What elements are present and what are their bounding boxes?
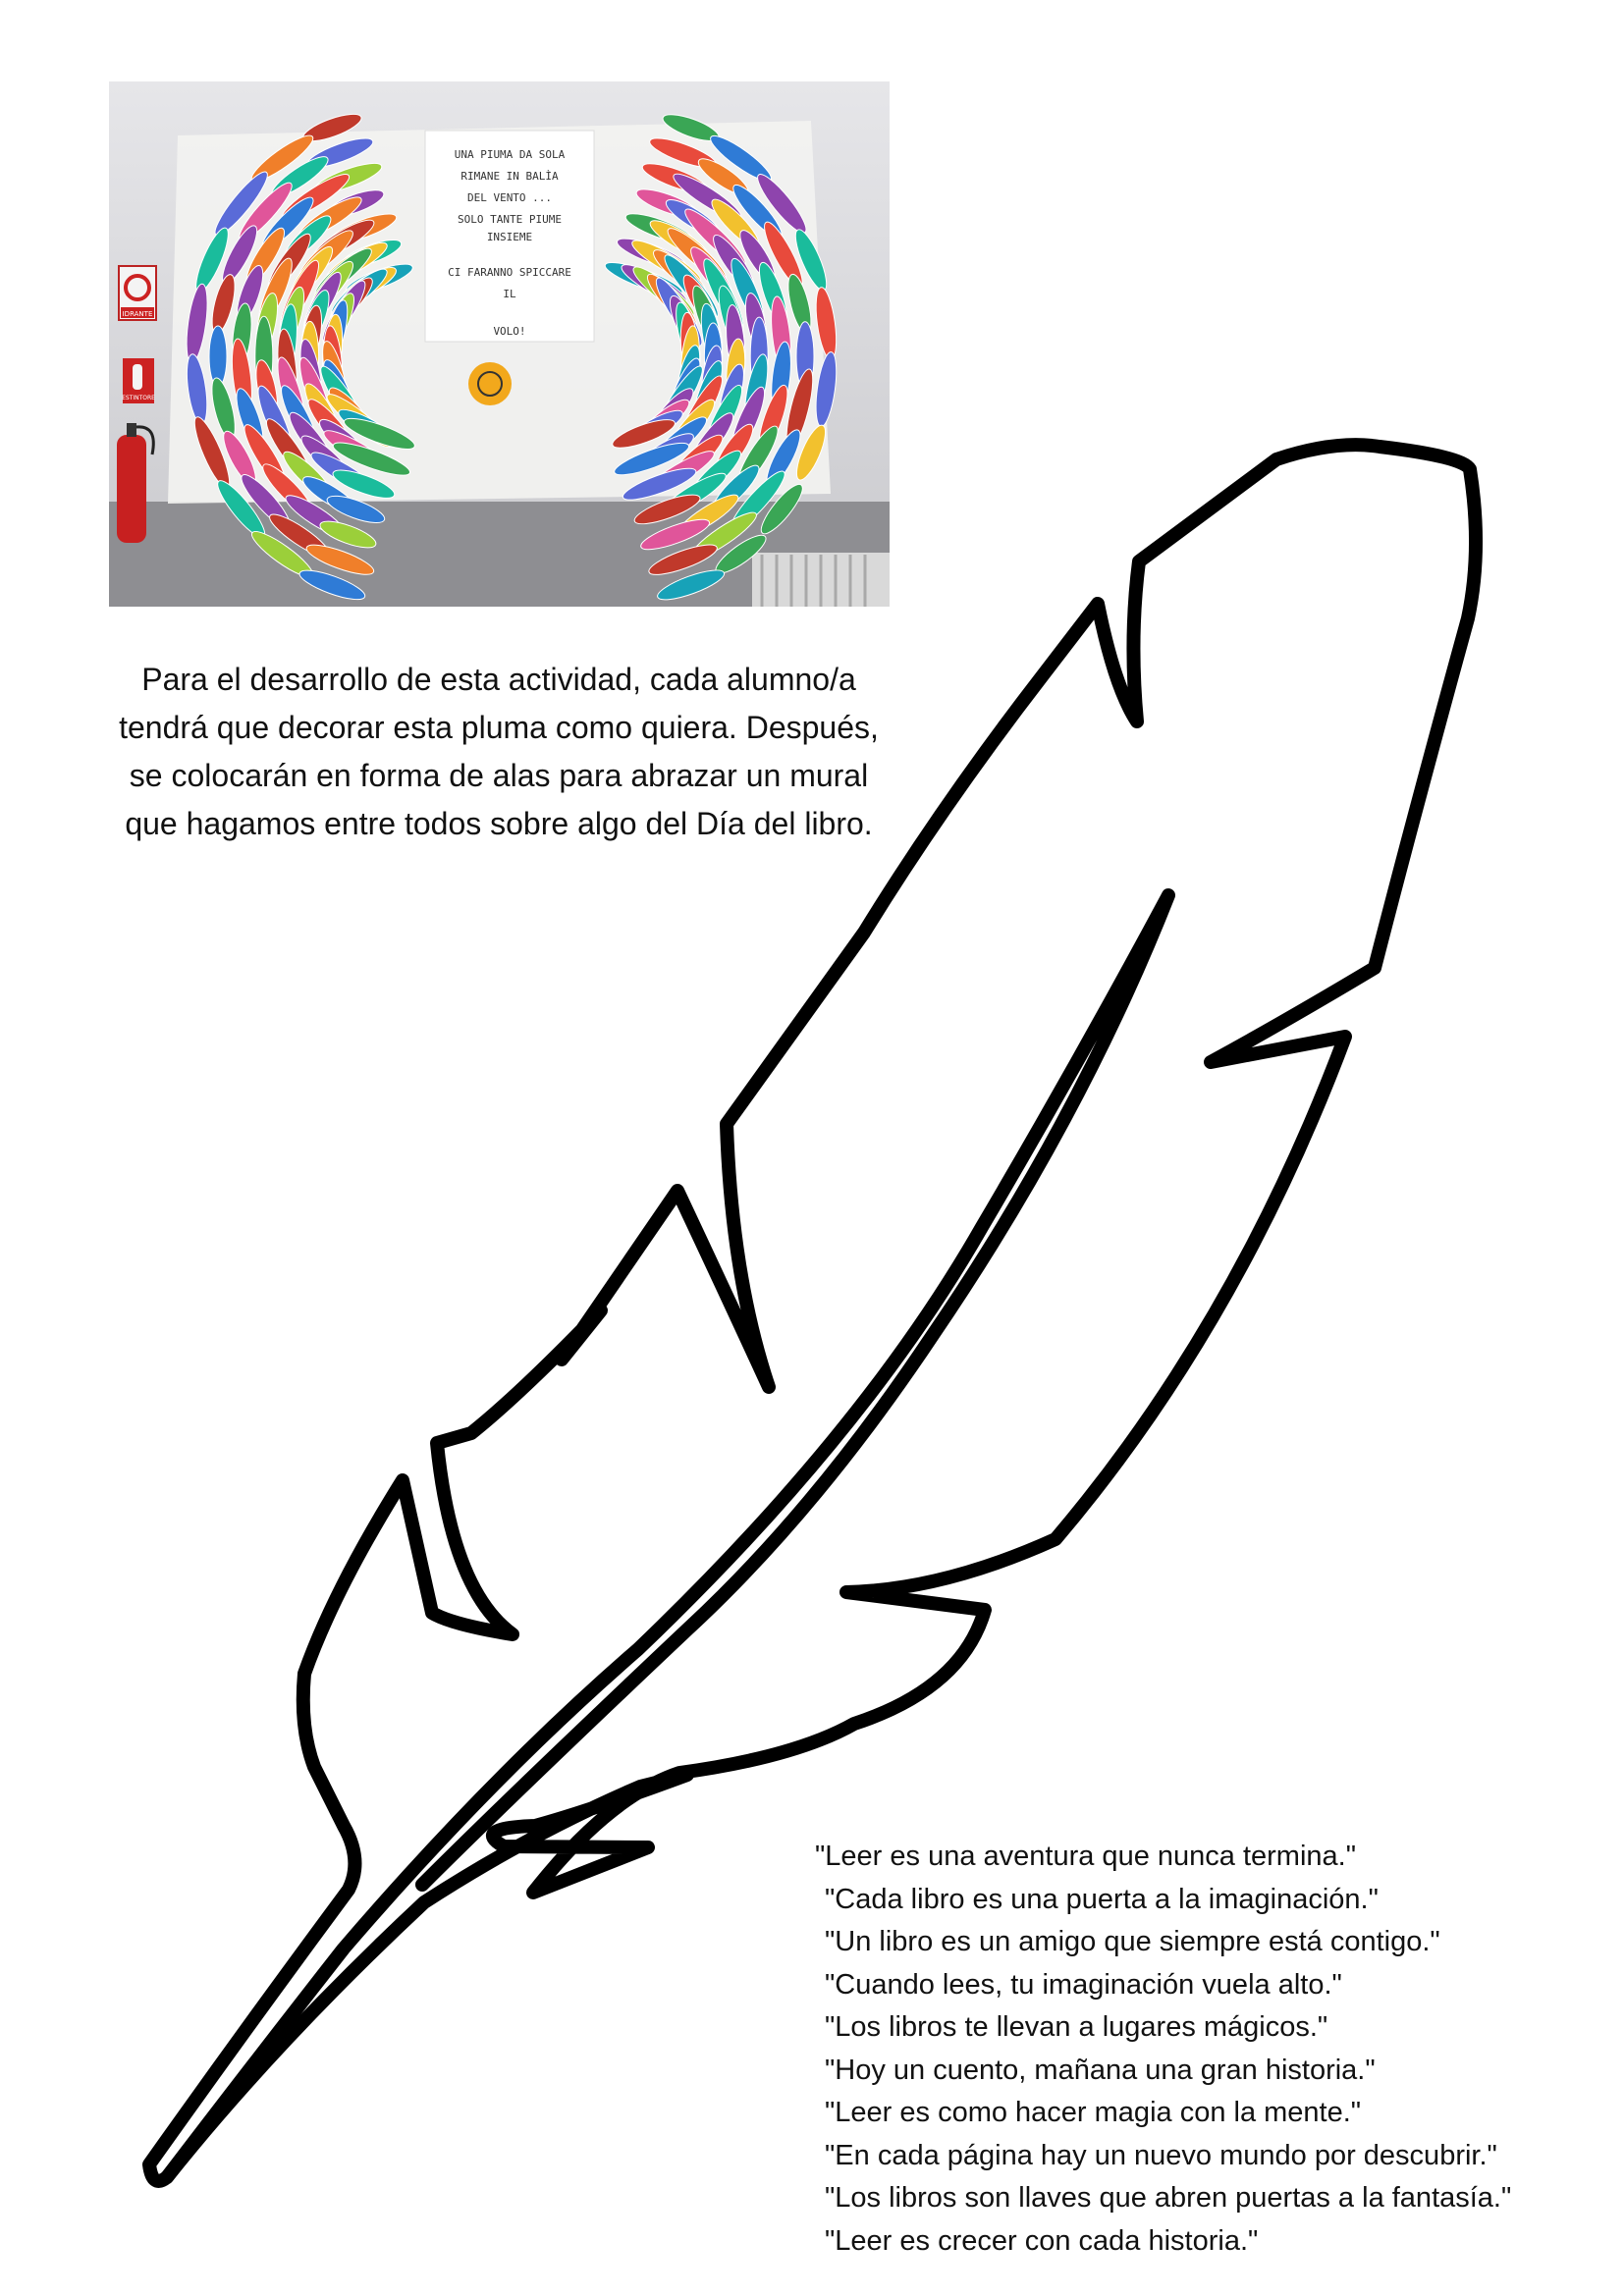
sign-line: UNA PIUMA DA SOLA [454, 148, 566, 161]
sign-line: CI FARANNO SPICCARE [448, 266, 571, 279]
quote-item: "En cada página hay un nuevo mundo por descubrir." [825, 2139, 1497, 2171]
quote-item: "Cada libro es una puerta a la imaginación." [825, 1883, 1379, 1915]
quote-item: "Leer es como hacer magia con la mente." [825, 2097, 1362, 2128]
reading-quotes-list [815, 1836, 1600, 2263]
sign-line: DEL VENTO ... [466, 191, 553, 204]
fire-extinguisher-label: ESTINTORE [122, 395, 155, 401]
sign-line: SOLO TANTE PIUME [458, 213, 562, 226]
quote-item: "Un libro es un amigo que siempre está contigo." [825, 1926, 1440, 1957]
quote-item: "Hoy un cuento, mañana una gran historia." [825, 2054, 1376, 2086]
sign-line: INSIEME [486, 231, 533, 243]
quote-item: "Leer es crecer con cada historia." [825, 2224, 1259, 2257]
instructions-text: Para el desarrollo de esta actividad, cada alumno/a tendrá que decorar esta pluma como quiera. Después, se colocarán en forma de alas para abrazar un mural que hagamos entre todos sobre algo del Día del libro. [119, 662, 879, 841]
sign-line: IL [503, 288, 516, 300]
fire-alarm-label: IDRANTE [122, 310, 153, 318]
sign-line: RIMANE IN BALÌA [460, 170, 559, 183]
sign-line: VOLO! [493, 325, 526, 338]
quote-item: "Los libros son llaves que abren puertas a la fantasía." [825, 2182, 1512, 2214]
quote-item: "Cuando lees, tu imaginación vuela alto." [825, 1968, 1342, 2001]
quote-item: "Los libros te llevan a lugares mágicos." [825, 2011, 1328, 2043]
quote-item: "Leer es una aventura que nunca termina." [815, 1841, 1356, 1872]
